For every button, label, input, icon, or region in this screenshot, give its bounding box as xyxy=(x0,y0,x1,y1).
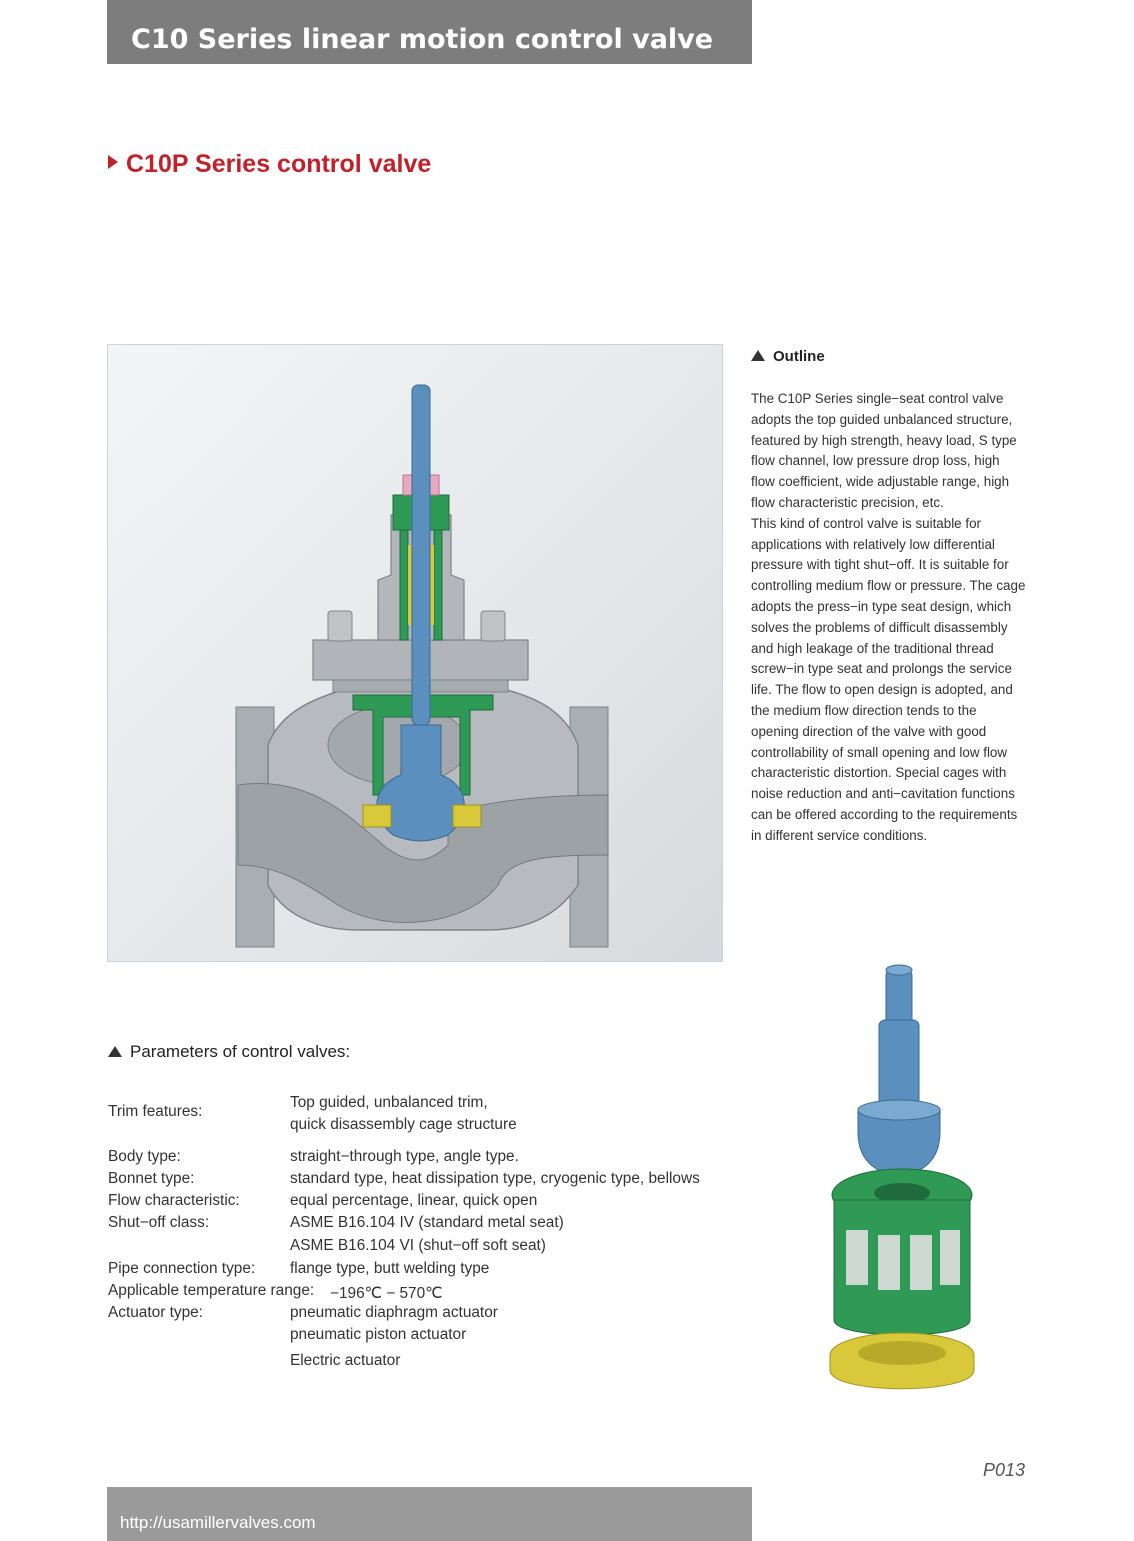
param-value-bonnet: standard type, heat dissipation type, cryogenic type, bellows xyxy=(290,1170,700,1187)
triangle-up-icon xyxy=(751,350,765,361)
param-value-actuator-2: pneumatic piston actuator xyxy=(290,1326,467,1343)
param-label-pipe: Pipe connection type: xyxy=(108,1260,256,1277)
triangle-right-icon xyxy=(108,155,118,169)
header-bar xyxy=(107,0,752,64)
section-title-text: C10P Series control valve xyxy=(126,150,432,178)
footer-bar xyxy=(107,1487,752,1541)
param-value-trim-2: quick disassembly cage structure xyxy=(290,1116,517,1133)
footer-url: http://usamillervalves.com xyxy=(120,1513,316,1532)
param-value-pipe: flange type, butt welding type xyxy=(290,1260,490,1277)
outline-paragraph: This kind of control valve is suitable for applications with relatively low differential pressure with tight shut−off. It is suitable for controlling medium flow or pressure. The cage adopts the press−in type seat design, which solves the problems of difficult disassembly and high leakage of the traditional thread screw−in type seat and prolongs the service life. The flow to open design is adopted, and the medium flow direction tends to the opening direction of the valve with good controllability of small opening and low flow characteristic distortion. Special cages with noise reduction and anti−cavitation functions can be offered according to the requirements in different service conditions. xyxy=(751,515,1026,843)
param-label-flow: Flow characteristic: xyxy=(108,1192,240,1209)
param-value-actuator-1: pneumatic diaphragm actuator xyxy=(290,1304,498,1321)
param-value-temperature: −196℃ − 570℃ xyxy=(330,1285,443,1302)
param-label-actuator: Actuator type: xyxy=(108,1304,203,1321)
valve-cross-section-illustration xyxy=(108,345,724,963)
param-value-actuator-3: Electric actuator xyxy=(290,1352,401,1369)
outline-heading xyxy=(751,348,825,365)
param-label-trim: Trim features: xyxy=(108,1103,203,1120)
outline-body xyxy=(751,389,1026,847)
outline-paragraph: The C10P Series single−seat control valve adopts the top guided unbalanced structure, featured by high strength, heavy load, S type flow channel, low pressure drop loss, high flow coefficient, wide adjustable range, high flow characteristic precision, etc. xyxy=(751,391,1017,510)
param-value-trim-1: Top guided, unbalanced trim, xyxy=(290,1094,488,1111)
parameters-heading-text: Parameters of control valves: xyxy=(130,1042,351,1061)
param-value-shutoff-2: ASME B16.104 VI (shut−off soft seat) xyxy=(290,1237,546,1254)
param-value-shutoff-1: ASME B16.104 IV (standard metal seat) xyxy=(290,1214,564,1231)
param-label-bonnet: Bonnet type: xyxy=(108,1170,195,1187)
param-value-body: straight−through type, angle type. xyxy=(290,1148,519,1165)
valve-cross-section-figure xyxy=(107,344,723,962)
param-label-shutoff: Shut−off class: xyxy=(108,1214,210,1231)
parameters-heading xyxy=(108,1042,350,1062)
param-value-flow: equal percentage, linear, quick open xyxy=(290,1192,538,1209)
trim-parts-illustration xyxy=(806,960,996,1410)
outline-heading-text: Outline xyxy=(773,348,825,365)
page-header-title: C10 Series linear motion control valve xyxy=(131,24,714,55)
triangle-up-icon xyxy=(108,1046,122,1057)
param-label-body: Body type: xyxy=(108,1148,181,1165)
section-title xyxy=(108,150,431,179)
page-number: P013 xyxy=(983,1460,1026,1480)
param-label-temperature: Applicable temperature range: xyxy=(108,1282,315,1299)
